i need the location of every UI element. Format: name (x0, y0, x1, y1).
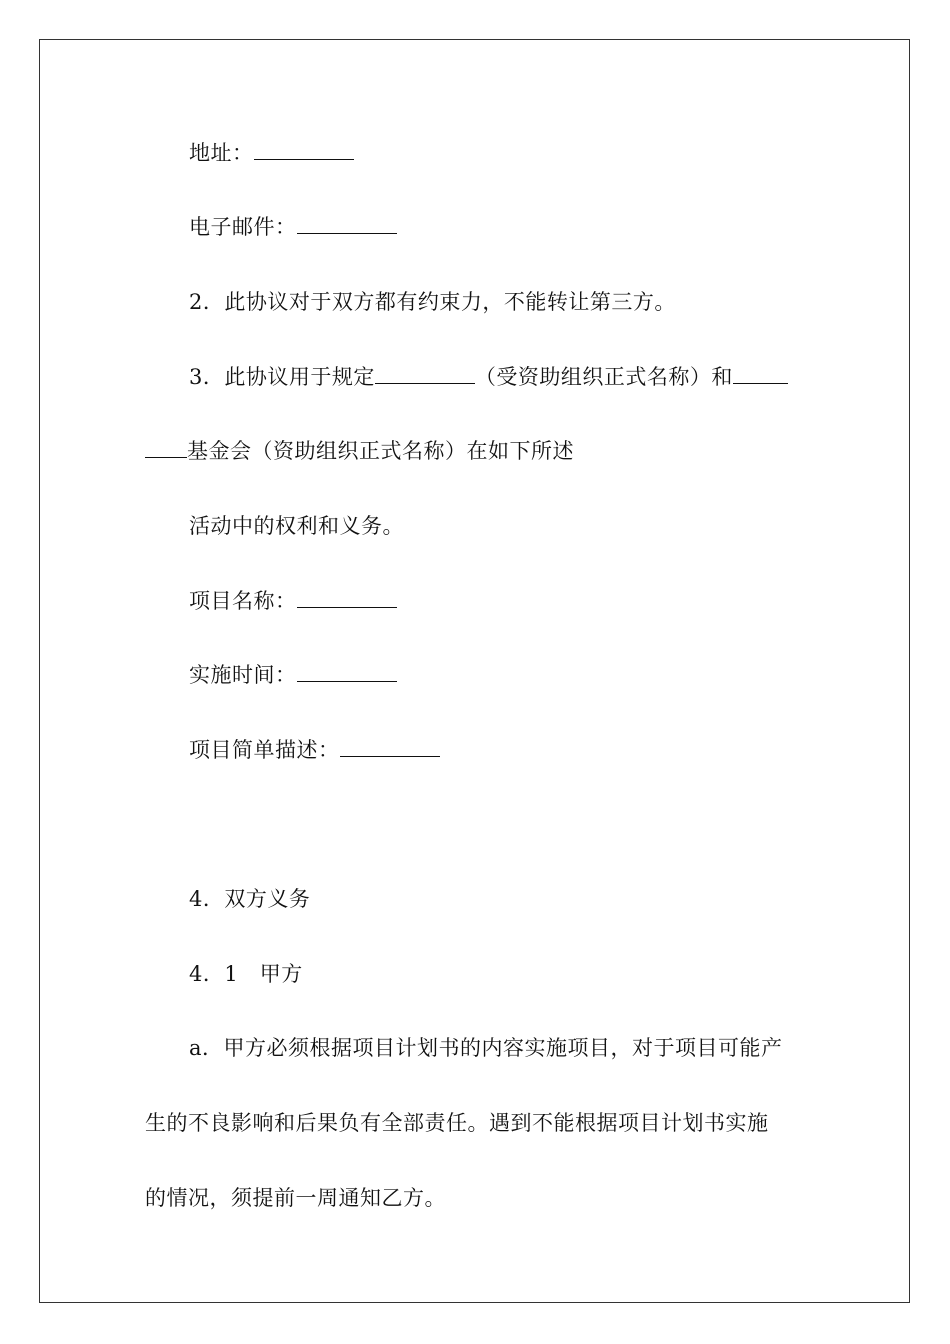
email-line (189, 214, 397, 240)
item-3-line-2 (145, 438, 574, 464)
project-brief-line (189, 737, 440, 763)
funder-blank-part-1[interactable] (733, 365, 788, 384)
project-brief-blank[interactable] (340, 738, 440, 757)
item-3-text-b: （受资助组织正式名称）和 (474, 365, 733, 389)
item-3-line-1 (189, 364, 788, 390)
address-line (189, 140, 354, 166)
project-name-label: 项目名称： (189, 589, 297, 613)
implementation-time-blank[interactable] (297, 663, 397, 682)
item-a-line-1: a．甲方必须根据项目计划书的内容实施项目，对于项目可能产 (189, 1036, 783, 1060)
item-2: 2．此协议对于双方都有约束力，不能转让第三方。 (189, 290, 676, 314)
item-3-text-a: 3．此协议用于规定 (189, 365, 375, 389)
funder-blank-part-2[interactable] (145, 439, 187, 458)
project-name-line (189, 588, 397, 614)
item-a-line-2: 生的不良影响和后果负有全部责任。遇到不能根据项目计划书实施 (145, 1111, 769, 1135)
recipient-org-blank[interactable] (375, 365, 475, 384)
implementation-time-line (189, 662, 397, 688)
item-a-line-3: 的情况，须提前一周通知乙方。 (145, 1186, 446, 1210)
item-3-line-3: 活动中的权利和义务。 (189, 514, 404, 538)
section-4-heading: 4．双方义务 (189, 887, 311, 911)
address-label: 地址： (189, 141, 254, 165)
section-4-1-heading: 4．1 甲方 (189, 962, 303, 986)
implementation-time-label: 实施时间： (189, 663, 297, 687)
address-blank[interactable] (254, 141, 354, 160)
project-brief-label: 项目简单描述： (189, 738, 340, 762)
item-3-text-c: 基金会（资助组织正式名称）在如下所述 (187, 439, 574, 463)
email-label: 电子邮件： (189, 215, 297, 239)
project-name-blank[interactable] (297, 589, 397, 608)
email-blank[interactable] (297, 215, 397, 234)
